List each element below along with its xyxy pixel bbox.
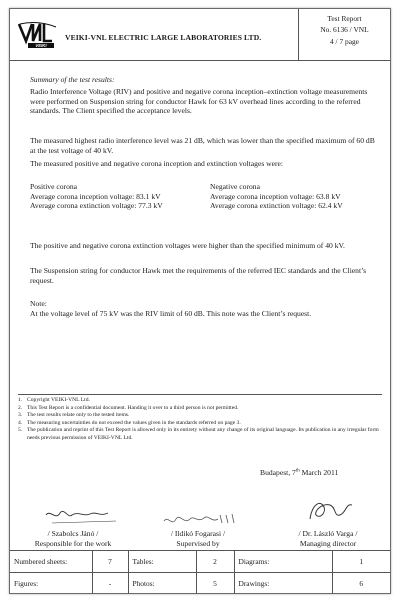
tables-label: Tables: [128,551,196,573]
footnotes [18,394,382,442]
summary-paragraph-2: The measured highest radio interference level was 21 dB, which was lower than the specified maximum of 60 dB at the test voltage of 40 kV. [30,136,375,155]
photos-label: Photos: [128,572,196,594]
report-title: Test Report [327,14,362,23]
figures-label: Figures: [10,572,92,594]
tables-value: 2 [196,551,234,573]
report-page [9,8,391,594]
table-row [10,572,390,594]
report-header [10,9,390,61]
summary-paragraph-3: The measured positive and negative corona inception and extinction voltages were: [30,159,284,168]
figures-value: - [92,572,128,594]
negative-corona-heading: Negative corona [210,182,260,191]
veiki-vnl-logo [18,21,58,49]
signature-1 [38,501,128,531]
positive-inception: Average corona inception voltage: 83.1 kV [30,191,161,201]
footnote-item: 5. The publication and reprint of this Test Report is allowed only in its entirety without any change of its original language. Its publication in any irregular form needs previous permission of VEIKI-VNL Ltd. [18,427,379,441]
footnote-item: 3. The test results relate only to the tested items. [18,412,130,418]
positive-corona-heading: Positive corona [30,182,78,191]
negative-extinction: Average corona extinction voltage: 62.4 kV [210,201,343,211]
drawings-label: Drawings: [234,572,332,594]
summary-paragraph-5: The Suspension string for conductor Hawk met the requirements of the referred IEC standards and the Client’s request. [30,266,367,285]
numbered-sheets-value: 7 [92,551,128,573]
negative-corona-block [210,182,343,211]
footnote-item: 4. The measuring uncertainties do not exceed the values given in the standards referred on page 3. [18,419,241,426]
signatory-3: / Dr. László Varga / Managing director [298,529,358,548]
positive-extinction: Average corona extinction voltage: 77.3 kV [30,201,163,211]
footnote-item: 1. Copyright VEIKI-VNL Ltd. [18,397,90,403]
diagrams-label: Diagrams: [234,551,332,573]
company-name: VEIKI-VNL ELECTRIC LARGE LABORATORIES LTD. [65,33,262,42]
note-text: At the voltage level of 75 kV was the RIV limit of 60 dB. This note was the Client’s request. [30,309,312,318]
summary-title: Summary of the test results: [30,75,115,84]
report-id-box [298,9,390,60]
page-info: 4 / 7 page [330,37,359,46]
footnote-item: 2. This Test Report is a confidential document. Handing it over to a third person is not permitted. [18,404,239,411]
numbered-sheets-label: Numbered sheets: [10,551,92,573]
positive-corona-block [30,182,163,211]
drawings-value: 6 [332,572,390,594]
signatory-2: / Ildikó Fogarasi / Supervised by [170,529,226,548]
photos-value: 5 [196,572,234,594]
signature-3 [290,495,380,525]
logo-subtext: VEIKI [35,43,47,49]
diagrams-value: 1 [332,551,390,573]
signatory-1: / Szabolcs Jánó / Responsible for the work [34,529,112,548]
summary-paragraph-1: Radio Interference Voltage (RIV) and positive and negative corona inception–extinction voltage measurements were performed on Suspension string for conductor Hawk for 63 kV overhead lines according to the referred standards. The Client specified the acceptance levels. [30,87,368,116]
sheet-count-table [10,550,390,594]
report-number: No. 6136 / VNL [320,24,369,34]
note-label: Note: [30,299,47,308]
negative-inception: Average corona inception voltage: 63.8 kV [210,191,341,201]
issue-date: Budapest, 7th March 2011 [260,468,339,477]
table-row [10,551,390,573]
summary-paragraph-4: The positive and negative corona extinction voltages were higher than the specified minimum of 40 kV. [30,241,345,250]
